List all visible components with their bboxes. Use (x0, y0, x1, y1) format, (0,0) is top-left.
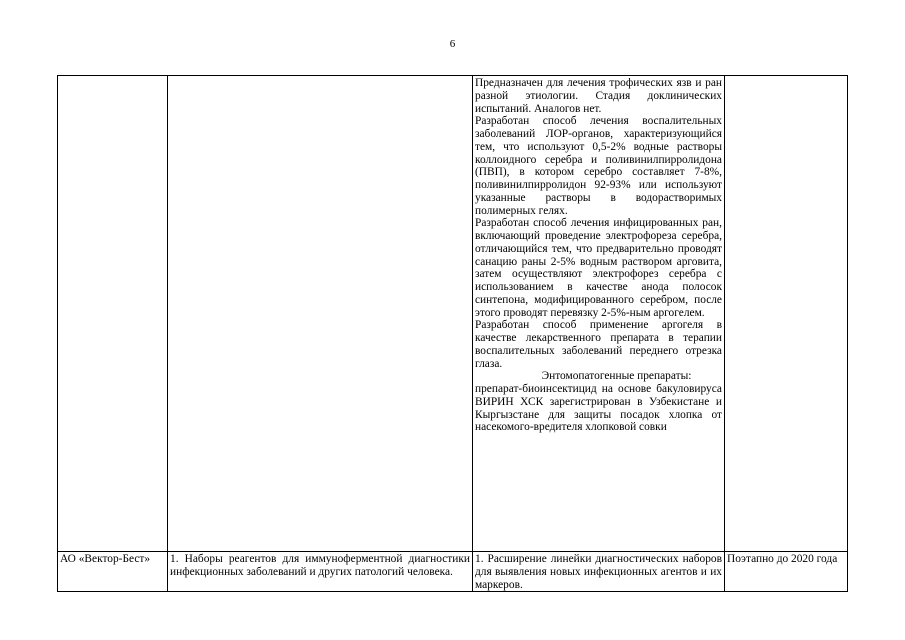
products-cell (168, 552, 473, 592)
results-paragraph-2: Разработан способ лечения воспалительных заболеваний ЛОР-органов, характеризующийся тем, что используют 0,5-2% водные растворы коллоидного серебра и поливинилпирролидона (ПВП), в котором серебро составляет 7-8%, поливинилпирролидон 92-93% или используют указанные растворы в водорастворимых полимерных гелях. (475, 115, 722, 217)
deadline-text: Поэтапно до 2020 года (727, 553, 838, 565)
table-row-continued (58, 76, 848, 552)
projects-table (57, 75, 848, 592)
organization-cell (58, 552, 168, 592)
products-text: 1. Наборы реагентов для иммуноферментной диагностики инфекционных заболеваний и других патологий человека. (170, 553, 470, 578)
results-paragraph-3: Разработан способ лечения инфицированных ран, включающий проведение электрофореза серебра, отличающийся тем, что предварительно проводят санацию раны 2-5% водным раствором арговита, затем осуществляют электрофорез серебра с использованием в качестве анода полосок синтепона, модифицированного серебром, после этого проводят перевязку 2-5%-ным аргогелем. (475, 217, 722, 319)
table-row-vector-best (58, 552, 848, 592)
results-paragraph-4: Разработан способ применение аргогеля в качестве лекарственного препарата в терапии воспалительных заболеваний переднего отрезка глаза. (475, 319, 722, 370)
entomopathogenic-heading: Энтомопатогенные препараты: (541, 370, 692, 383)
page-number: 6 (449, 38, 456, 50)
results-cell (473, 76, 725, 552)
deadline-cell-empty (725, 76, 848, 552)
organization-cell-empty (58, 76, 168, 552)
products-cell-empty (168, 76, 473, 552)
results-paragraph-5: препарат-биоинсектицид на основе бакуловируса ВИРИН ХСК зарегистрирован в Узбекистане и Кыргызстане для защиты посадок хлопка от насекомого-вредителя хлопковой совки (475, 383, 722, 434)
plans-text: 1. Расширение линейки диагностических наборов для выявления новых инфекционных агентов и их маркеров. (475, 553, 722, 591)
organization-name: АО «Вектор-Бест» (60, 553, 151, 565)
plans-cell (473, 552, 725, 592)
deadline-cell (725, 552, 848, 592)
results-paragraph-1: Предназначен для лечения трофических язв и ран разной этиологии. Стадия доклинических испытаний. Аналогов нет. (475, 77, 722, 115)
